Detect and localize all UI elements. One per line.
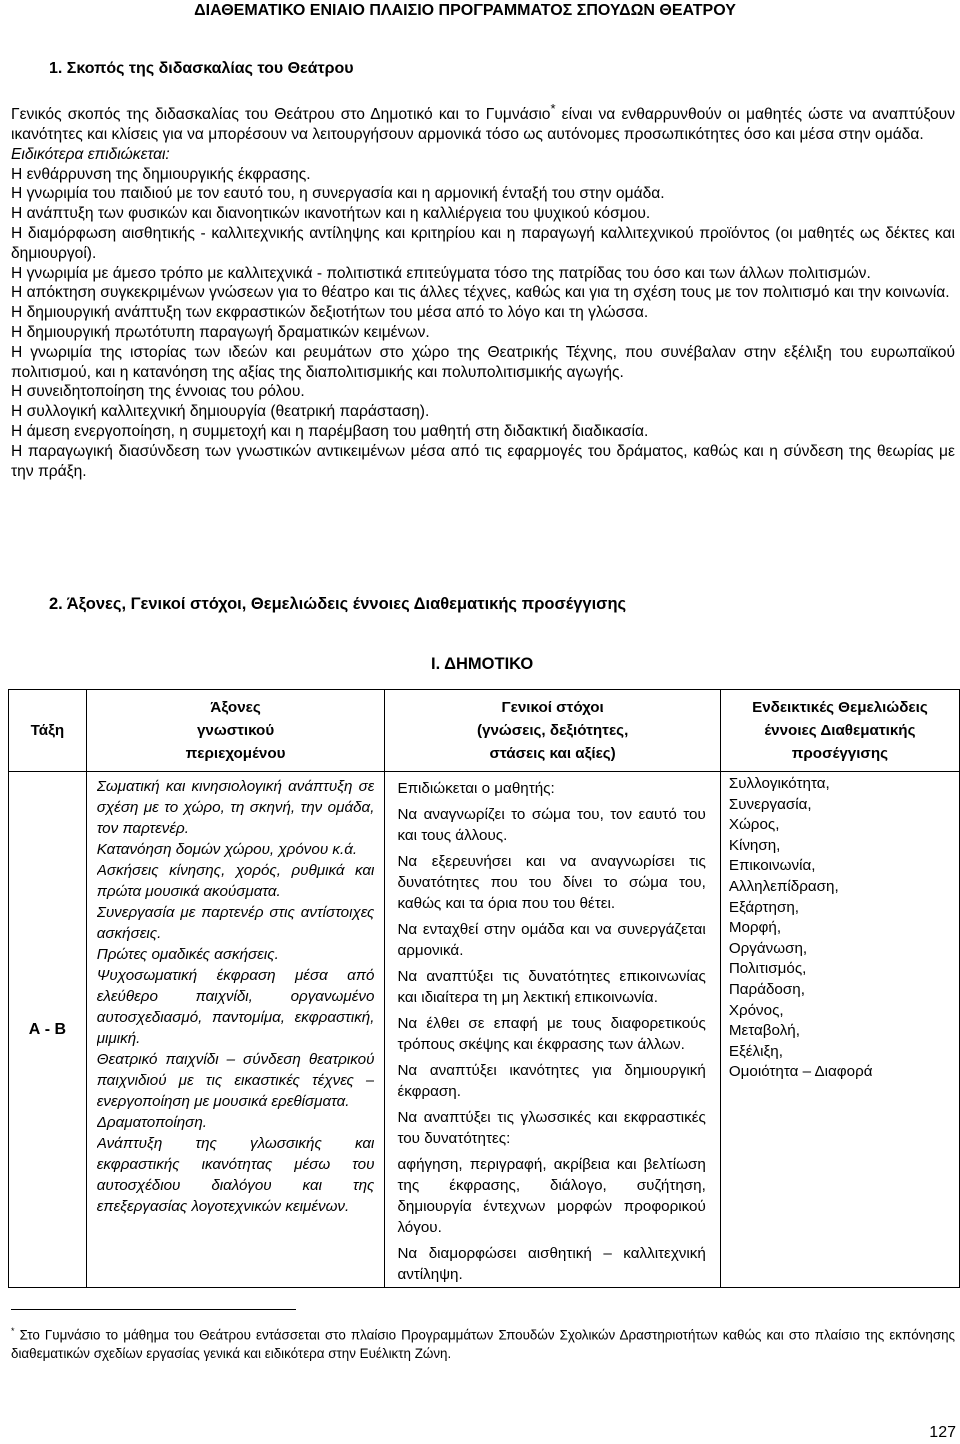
header-line: Ενδεικτικές Θεμελιώδεις — [752, 699, 928, 716]
header-line: έννοιες Διαθεματικής — [764, 722, 916, 739]
concept-item: Χώρος, — [728, 816, 780, 834]
section-2-heading: 2. Άξονες, Γενικοί στόχοι, Θεμελιώδεις έννοιες Διαθεματικής προσέγγισης — [49, 595, 627, 613]
concept-item: Οργάνωση, — [728, 939, 808, 957]
concept-item: Χρόνος, — [728, 1001, 784, 1019]
header-line: περιεχομένου — [185, 745, 286, 762]
concept-item: Συλλογικότητα, — [728, 775, 830, 792]
concept-item: Μεταβολή, — [728, 1022, 800, 1040]
concept-item: Αλληλεπίδραση, — [728, 877, 839, 895]
axes-item: Σωματική και κινησιολογική ανάπτυξη σε σχέση με το χώρο, τη σκηνή, την ομάδα, τον παρτενέρ. — [96, 778, 375, 837]
goal-item: Να αναγνωρίζει το σώμα του, τον εαυτό του και τους άλλους. — [397, 806, 706, 844]
axes-cell — [86, 772, 385, 1288]
page-number: 127 — [929, 1424, 956, 1441]
concept-item: Μορφή, — [728, 919, 782, 937]
intro-text-a: Γενικός σκοπός της διδασκαλίας του Θεάτρου στο Δημοτικό και το Γυμνάσιο — [11, 106, 551, 124]
header-concepts — [720, 690, 959, 772]
goal-item: Να αναπτύξει τις γλωσσικές και εκφραστικές του δυνατότητες: — [397, 1109, 706, 1147]
footnote — [11, 1322, 955, 1363]
header-line: στάσεις και αξίες) — [489, 745, 616, 762]
axes-item: Δραματοποίηση. — [96, 1114, 207, 1131]
grade-cell: Α - Β — [9, 772, 87, 1288]
axes-item: Ανάπτυξη της γλωσσικής και εκφραστικής ικανότητας μέσω του αυτοσχέδιου διαλόγου και της επεξεργασίας λογοτεχνικών κειμένων. — [96, 1135, 375, 1215]
header-line: Γενικοί στόχοι — [501, 699, 604, 716]
list-item: Η δημιουργική ανάπτυξη των εκφραστικών δεξιοτήτων του μέσα από το λόγο και τη γλώσσα. — [11, 304, 649, 322]
table-row — [9, 772, 960, 1288]
concept-item: Πολιτισμός, — [728, 960, 807, 978]
axes-item: Ψυχοσωματική έκφραση μέσα από ελεύθερο παιχνίδι, οργανωμένο αυτοσχεδιασμό, παντομίμα, εκφραστική, μιμική. — [96, 967, 375, 1047]
concept-item: Ομοιότητα – Διαφορά — [728, 1063, 873, 1081]
section-1-body — [11, 99, 955, 481]
list-item: Η γνωριμία του παιδιού με τον εαυτό του, η συνεργασία και η αρμονική ένταξή του στην ομάδα. — [11, 185, 665, 203]
concept-item: Εξάρτηση, — [728, 898, 800, 916]
goal-item: Να εξερευνήσει και να αναγνωρίσει τις δυνατότητες που του δίνει το σώμα του, καθώς και τα όρια που του θέτει. — [397, 853, 706, 912]
section-2-subtitle: Ι. ΔΗΜΟΤΙΚΟ — [431, 655, 534, 673]
goal-item: Να ενταχθεί στην ομάδα και να συνεργάζεται αρμονικά. — [397, 921, 706, 959]
list-item: Η διαμόρφωση αισθητικής - καλλιτεχνικής αντίληψης και κριτηρίου και η παραγωγή καλλιτεχνικού προϊόντος (οι μαθητές ως δέκτες και δημιουργοί). — [11, 224, 955, 262]
list-item: Η συλλογική καλλιτεχνική δημιουργία (θεατρική παράσταση). — [11, 403, 430, 421]
header-grade: Τάξη — [9, 690, 87, 772]
footnote-text: Στο Γυμνάσιο το μάθημα του Θεάτρου εντάσσεται στο πλαίσιο Προγραμμάτων Σπουδών Σχολικών Δραστηριοτήτων καθώς και στο πλαίσιο της εκπόνησης διαθεματικών σχεδίων εργασίας γενικά και ειδικότερα στην Ευέλικτη Ζώνη. — [11, 1327, 955, 1362]
header-line: (γνώσεις, δεξιότητες, — [476, 722, 629, 739]
header-line: προσέγγισης — [791, 745, 889, 762]
goal-item: Να διαμορφώσει αισθητική – καλλιτεχνική αντίληψη. — [397, 1245, 706, 1283]
goal-item: αφήγηση, περιγραφή, ακρίβεια και βελτίωση της έκφρασης, διάλογο, συζήτηση, δημιουργία έντεχνων μορφών προφορικού λόγου. — [397, 1156, 706, 1236]
document-header: ΔΙΑΘΕΜΑΤΙΚΟ ΕΝΙΑΙΟ ΠΛΑΙΣΙΟ ΠΡΟΓΡΑΜΜΑΤΟΣ ΣΠΟΥΔΩΝ ΘΕΑΤΡΟΥ — [194, 2, 736, 19]
intro-paragraph — [11, 99, 955, 145]
concepts-cell — [720, 772, 959, 1288]
header-line: Άξονες — [210, 699, 261, 716]
axes-item: Συνεργασία με παρτενέρ στις αντίστοιχες ασκήσεις. — [96, 904, 375, 942]
curriculum-table — [8, 689, 960, 1288]
concept-item: Επικοινωνία, — [728, 857, 816, 875]
list-item: Η άμεση ενεργοποίηση, η συμμετοχή και η παρέμβαση του μαθητή στη διδακτική διαδικασία. — [11, 422, 649, 440]
intro-text-b: είναι να ενθαρρυνθούν οι μαθητές ώστε να αναπτύξουν ικανότητες και κλίσεις για να μπορέσουν να λειτουργήσουν αρμονικά τόσο ως αυτόνομες προσωπικότητες όσο και μέσα στην ομάδα. — [11, 106, 955, 143]
concept-item: Παράδοση, — [728, 980, 805, 998]
goal-list — [11, 165, 955, 482]
list-item: Η γνωριμία της ιστορίας των ιδεών και ρευμάτων στο χώρο της Θεατρικής Τέχνης, που συνέβαλαν στην εξέλιξη του ευρωπαϊκού πολιτισμού, και η κατανόηση της αξίας της διαπολιτισμικής και πολυπολιτισμικής αγωγής. — [11, 343, 955, 381]
list-item: Η απόκτηση συγκεκριμένων γνώσεων για το θέατρο και τις άλλες τέχνες, καθώς και για τη σχέση τους με τον πολιτισμό και την κοινωνία. — [11, 284, 950, 302]
list-item: Η δημιουργική πρωτότυπη παραγωγή δραματικών κειμένων. — [11, 323, 430, 341]
concept-item: Συνεργασία, — [728, 795, 812, 813]
list-item: Η γνωριμία με άμεσο τρόπο με καλλιτεχνικά - πολιτιστικά επιτεύγματα τόσο της πατρίδας του όσο και των άλλων πολιτισμών. — [11, 264, 871, 282]
table-header-row — [9, 690, 960, 772]
footnote-separator — [11, 1309, 296, 1310]
goal-item: Να έλθει σε επαφή με τους διαφορετικούς τρόπους σκέψης και έκφρασης των άλλων. — [397, 1015, 706, 1053]
header-goals — [385, 690, 720, 772]
list-item: Η συνειδητοποίηση της έννοιας του ρόλου. — [11, 383, 305, 401]
list-item: Η παραγωγική διασύνδεση των γνωστικών αντικειμένων μέσα από τις εφαρμογές του δράματος, καθώς και η σύνδεση της θεωρίας με την πράξη. — [11, 442, 955, 480]
concept-item: Εξέλιξη, — [728, 1042, 783, 1060]
goal-item: Να αναπτύξει τις δυνατότητες επικοινωνίας και ιδιαίτερα τη μη λεκτική επικοινωνία. — [397, 968, 706, 1006]
header-axes — [86, 690, 385, 772]
concept-item: Κίνηση, — [728, 836, 781, 854]
header-line: γνωστικού — [196, 722, 275, 739]
axes-item: Ασκήσεις κίνησης, χορός, ρυθμικά και πρώτα μουσικά ακούσματα. — [96, 862, 375, 900]
sub-intro: Ειδικότερα επιδιώκεται: — [11, 145, 170, 163]
goals-cell — [385, 772, 720, 1288]
section-1-heading: 1. Σκοπός της διδασκαλίας του Θεάτρου — [49, 60, 354, 77]
list-item: Η ανάπτυξη των φυσικών και διανοητικών ικανοτήτων και η καλλιέργεια του ψυχικού κόσμου. — [11, 205, 651, 223]
goal-item: Να αναπτύξει ικανότητες για δημιουργική έκφραση. — [397, 1062, 706, 1100]
footnote-ref: * — [550, 101, 556, 116]
axes-item: Κατανόηση δομών χώρου, χρόνου κ.ά. — [96, 841, 358, 858]
goals-intro: Επιδιώκεται ο μαθητής: — [397, 780, 555, 797]
footnote-mark: * — [11, 1326, 15, 1336]
axes-item: Θεατρικό παιχνίδι – σύνδεση θεατρικού παιχνιδιού με τις εικαστικές τέχνες – ενεργοποίηση με μουσικά ερεθίσματα. — [96, 1051, 375, 1110]
list-item: Η ενθάρρυνση της δημιουργικής έκφρασης. — [11, 165, 311, 183]
axes-item: Πρώτες ομαδικές ασκήσεις. — [96, 946, 279, 963]
